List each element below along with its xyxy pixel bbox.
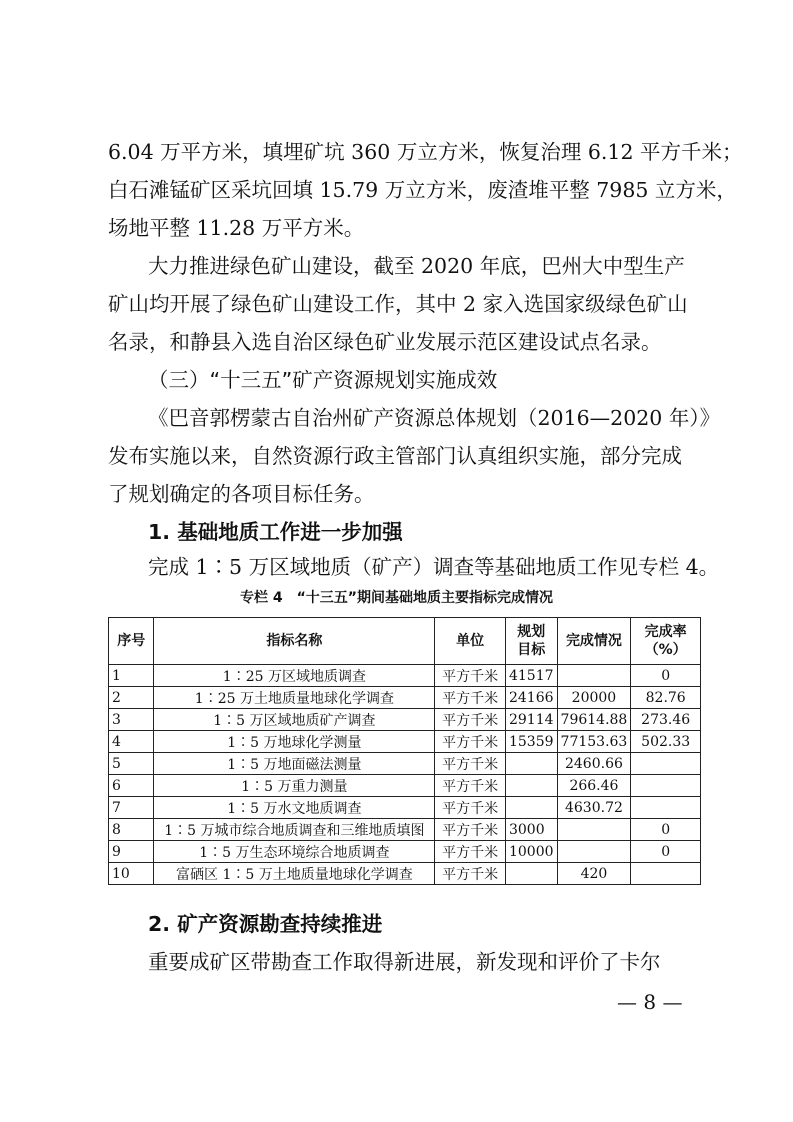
header-plan-line2: 目标 bbox=[517, 642, 546, 658]
cell-no: 1 bbox=[109, 665, 154, 687]
cell-unit: 平方千米 bbox=[435, 731, 506, 753]
cell-no: 4 bbox=[109, 731, 154, 753]
cell-unit: 平方千米 bbox=[435, 841, 506, 863]
page-number: — 8 — bbox=[617, 990, 683, 1014]
cell-no: 10 bbox=[109, 863, 154, 885]
table-row bbox=[109, 797, 701, 819]
cell-name: 1∶5 万区域地质矿产调查 bbox=[154, 709, 435, 731]
header-rate-line2: （%） bbox=[644, 642, 687, 658]
cell-name: 富硒区 1∶5 万土地质量地球化学调查 bbox=[154, 863, 435, 885]
cell-no: 2 bbox=[109, 687, 154, 709]
paragraph-line: 了规划确定的各项目标任务。 bbox=[108, 482, 375, 506]
cell-unit: 平方千米 bbox=[435, 797, 506, 819]
cell-rate bbox=[631, 797, 701, 819]
cell-done: 77153.63 bbox=[557, 731, 631, 753]
cell-done bbox=[557, 841, 631, 863]
cell-done bbox=[557, 819, 631, 841]
cell-rate bbox=[631, 863, 701, 885]
header-no: 序号 bbox=[109, 618, 154, 665]
cell-unit: 平方千米 bbox=[435, 709, 506, 731]
paragraph-line: 白石滩锰矿区采坑回填 15.79 万立方米，废渣堆平整 7985 立方米， bbox=[108, 178, 737, 202]
cell-unit: 平方千米 bbox=[435, 775, 506, 797]
cell-plan: 24166 bbox=[505, 687, 557, 709]
cell-plan bbox=[505, 775, 557, 797]
subsection-heading: 1. 基础地质工作进一步加强 bbox=[148, 520, 403, 544]
cell-rate: 502.33 bbox=[631, 731, 701, 753]
cell-unit: 平方千米 bbox=[435, 863, 506, 885]
cell-name: 1∶5 万生态环境综合地质调查 bbox=[154, 841, 435, 863]
header-rate-line1: 完成率 bbox=[644, 624, 687, 640]
table-caption: 专栏 4 “十三五”期间基础地质主要指标完成情况 bbox=[239, 590, 554, 606]
cell-rate: 273.46 bbox=[631, 709, 701, 731]
cell-name: 1∶5 万地球化学测量 bbox=[154, 731, 435, 753]
table-row bbox=[109, 863, 701, 885]
header-plan bbox=[505, 618, 557, 665]
cell-name: 1∶5 万地面磁法测量 bbox=[154, 753, 435, 775]
cell-done: 20000 bbox=[557, 687, 631, 709]
paragraph-line: 完成 1∶5 万区域地质（矿产）调查等基础地质工作见专栏 4。 bbox=[148, 555, 720, 579]
cell-rate: 0 bbox=[631, 841, 701, 863]
table-row bbox=[109, 665, 701, 687]
table-row bbox=[109, 687, 701, 709]
cell-plan: 29114 bbox=[505, 709, 557, 731]
cell-no: 7 bbox=[109, 797, 154, 819]
cell-no: 5 bbox=[109, 753, 154, 775]
cell-rate: 82.76 bbox=[631, 687, 701, 709]
header-name: 指标名称 bbox=[154, 618, 435, 665]
table-row bbox=[109, 841, 701, 863]
cell-done: 4630.72 bbox=[557, 797, 631, 819]
paragraph-line: 矿山均开展了绿色矿山建设工作，其中 2 家入选国家级绿色矿山 bbox=[108, 292, 688, 316]
cell-name: 1∶5 万水文地质调查 bbox=[154, 797, 435, 819]
cell-plan: 41517 bbox=[505, 665, 557, 687]
table-row bbox=[109, 753, 701, 775]
cell-plan bbox=[505, 753, 557, 775]
cell-done: 266.46 bbox=[557, 775, 631, 797]
cell-plan: 10000 bbox=[505, 841, 557, 863]
cell-name: 1∶25 万区域地质调查 bbox=[154, 665, 435, 687]
cell-unit: 平方千米 bbox=[435, 687, 506, 709]
cell-no: 6 bbox=[109, 775, 154, 797]
cell-name: 1∶5 万城市综合地质调查和三维地质填图 bbox=[154, 819, 435, 841]
table-row bbox=[109, 709, 701, 731]
cell-plan bbox=[505, 863, 557, 885]
header-rate bbox=[631, 618, 701, 665]
header-plan-line1: 规划 bbox=[517, 624, 546, 640]
table-header-row bbox=[109, 618, 701, 665]
table-row bbox=[109, 775, 701, 797]
paragraph-line: 大力推进绿色矿山建设，截至 2020 年底，巴州大中型生产 bbox=[148, 254, 685, 278]
paragraph-line: 重要成矿区带勘查工作取得新进展，新发现和评价了卡尔 bbox=[148, 950, 661, 974]
cell-done: 79614.88 bbox=[557, 709, 631, 731]
cell-unit: 平方千米 bbox=[435, 753, 506, 775]
cell-no: 9 bbox=[109, 841, 154, 863]
cell-unit: 平方千米 bbox=[435, 665, 506, 687]
header-unit: 单位 bbox=[435, 618, 506, 665]
cell-rate: 0 bbox=[631, 819, 701, 841]
cell-name: 1∶25 万土地质量地球化学调查 bbox=[154, 687, 435, 709]
paragraph-line: 《巴音郭楞蒙古自治州矿产资源总体规划（2016—2020 年）》 bbox=[148, 406, 721, 430]
section-heading: （三）“十三五”矿产资源规划实施成效 bbox=[148, 368, 498, 392]
cell-no: 8 bbox=[109, 819, 154, 841]
cell-no: 3 bbox=[109, 709, 154, 731]
cell-rate bbox=[631, 775, 701, 797]
cell-unit: 平方千米 bbox=[435, 819, 506, 841]
cell-plan: 15359 bbox=[505, 731, 557, 753]
header-done: 完成情况 bbox=[557, 618, 631, 665]
table-row bbox=[109, 731, 701, 753]
cell-rate bbox=[631, 753, 701, 775]
cell-name: 1∶5 万重力测量 bbox=[154, 775, 435, 797]
paragraph-line: 6.04 万平方米，填埋矿坑 360 万立方米，恢复治理 6.12 平方千米； bbox=[108, 140, 743, 164]
paragraph-line: 名录，和静县入选自治区绿色矿业发展示范区建设试点名录。 bbox=[108, 330, 662, 354]
cell-done: 420 bbox=[557, 863, 631, 885]
paragraph-line: 发布实施以来，自然资源行政主管部门认真组织实施，部分完成 bbox=[108, 444, 682, 468]
cell-done: 2460.66 bbox=[557, 753, 631, 775]
cell-done bbox=[557, 665, 631, 687]
subsection-heading: 2. 矿产资源勘查持续推进 bbox=[148, 912, 383, 936]
table-row bbox=[109, 819, 701, 841]
paragraph-line: 场地平整 11.28 万平方米。 bbox=[108, 216, 365, 240]
cell-plan: 3000 bbox=[505, 819, 557, 841]
indicator-table bbox=[108, 617, 701, 885]
cell-rate: 0 bbox=[631, 665, 701, 687]
cell-plan bbox=[505, 797, 557, 819]
